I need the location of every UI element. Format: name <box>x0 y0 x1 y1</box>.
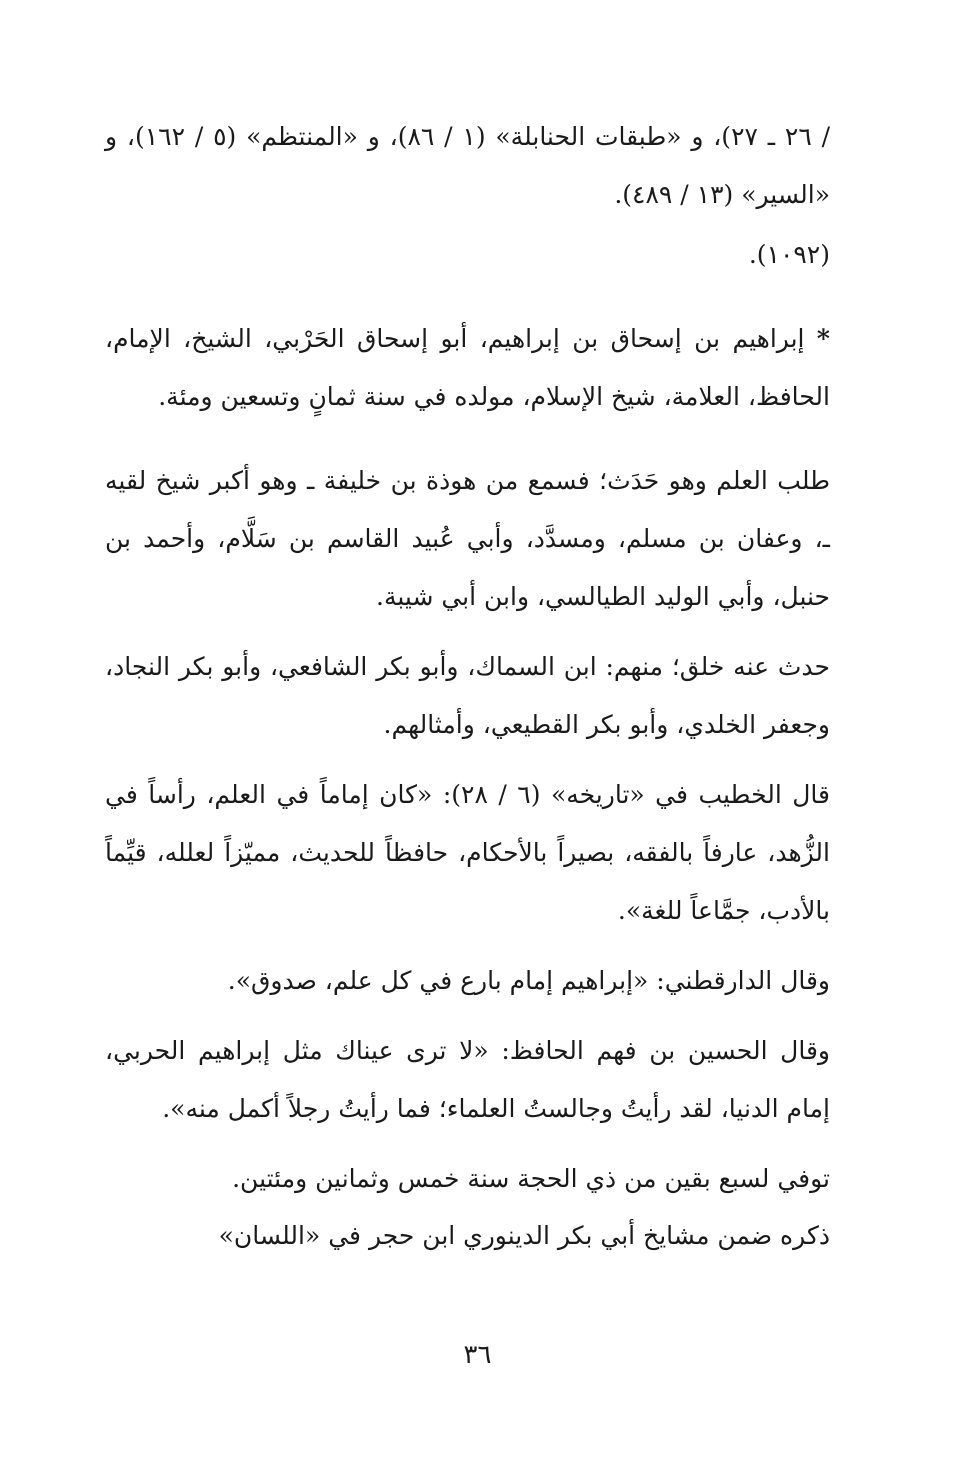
paragraph-daraqutni-quote: وقال الدارقطني: «إبراهيم إمام بارع في كل علم، صدوق». <box>227 966 830 995</box>
entry-number: (١٠٩٢). <box>748 240 830 269</box>
footnote-continuation: / ٢٦ ـ ٢٧)، و «طبقات الحنابلة» (١ / ٨٦)، و «المنتظم» (٥ / ١٦٢)، و «السير» (١٣ / ٤٨٩). <box>105 122 830 209</box>
entry-intro <box>105 310 830 426</box>
paragraph-death: توفي لسبع بقين من ذي الحجة سنة خمس وثمانين ومئتين. <box>232 1164 830 1193</box>
paragraph-students: حدث عنه خلق؛ منهم: ابن السماك، وأبو بكر الشافعي، وأبو بكر النجاد، وجعفر الخلدي، وأبو بكر القطيعي، وأمثالهم. <box>105 652 830 739</box>
page-number: ٣٦ <box>463 1340 492 1370</box>
paragraph-khatib-quote: قال الخطيب في «تاريخه» (٦ / ٢٨): «كان إماماً في العلم، رأساً في الزُّهد، عارفاً بالفقه، بصيراً بالأحكام، حافظاً للحديث، مميّزاً لعلله، قيِّماً بالأدب، جمَّاعاً للغة». <box>105 780 830 925</box>
entry-intro-text: إبراهيم بن إسحاق بن إبراهيم، أبو إسحاق الحَرْبي، الشيخ، الإمام، الحافظ، العلامة، شيخ الإسلام، مولده في سنة ثمانٍ وتسعين ومئة. <box>105 324 830 411</box>
paragraph-mention: ذكره ضمن مشايخ أبي بكر الدينوري ابن حجر في «اللسان» <box>218 1221 830 1250</box>
paragraph-teachers: طلب العلم وهو حَدَث؛ فسمع من هوذة بن خليفة ـ وهو أكبر شيخ لقيه ـ، وعفان بن مسلم، ومسدَّد، وأبي عُبيد القاسم بن سَلَّام، وأحمد بن حنبل، وأبي الوليد الطيالسي، وابن أبي شيبة. <box>105 466 830 611</box>
entry-marker: * <box>816 324 830 353</box>
paragraph-ibn-fahm-quote: وقال الحسين بن فهم الحافظ: «لا ترى عيناك مثل إبراهيم الحربي، إمام الدنيا، لقد رأيتُ وجالستُ العلماء؛ فما رأيتُ رجلاً أكمل منه». <box>105 1036 830 1123</box>
